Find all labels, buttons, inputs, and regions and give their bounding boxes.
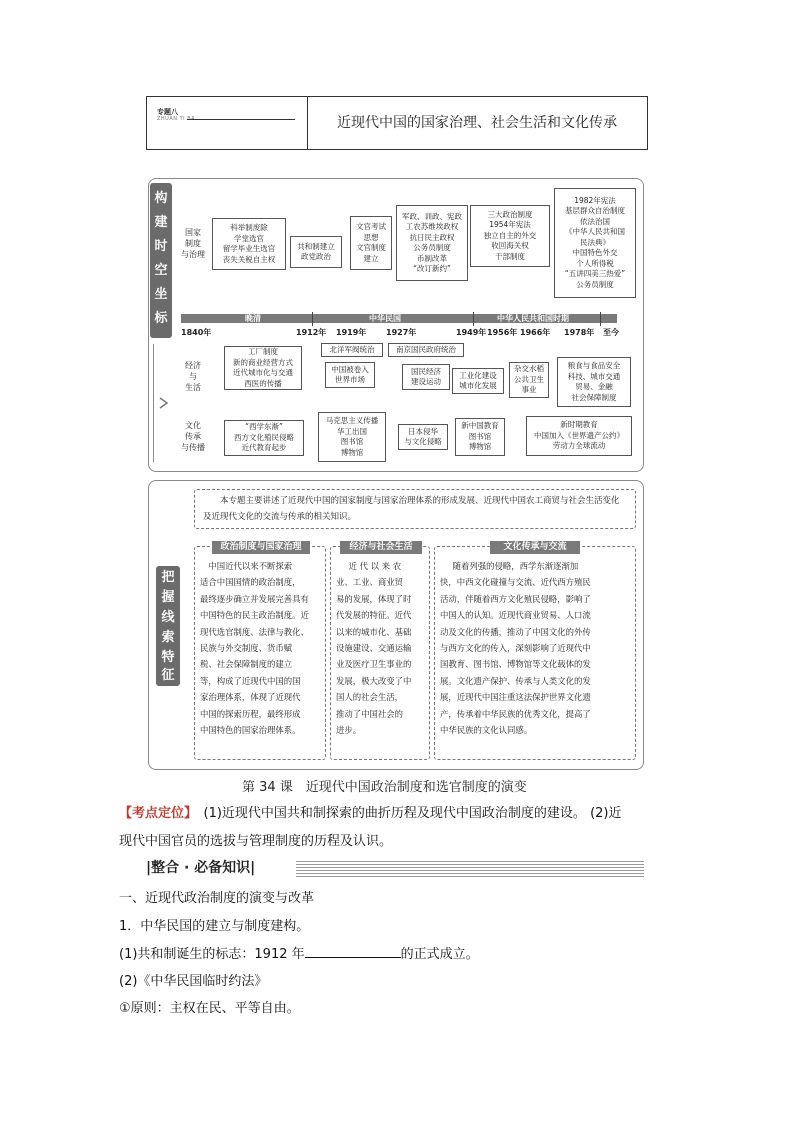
text-line: 产，传承着中华民族的优秀文化，提高了 — [440, 708, 591, 719]
chapter-header — [146, 96, 648, 150]
text-line: 中国近代以来不断探索 — [208, 561, 293, 571]
axis-tick — [600, 312, 601, 326]
text-line: 进步。 — [336, 725, 362, 736]
axis-year: 1949年 — [456, 328, 487, 337]
text-line: 业及医疗卫生事业的 — [336, 659, 412, 670]
intro-box — [194, 489, 636, 529]
axis-tick — [473, 312, 474, 326]
list-item: 1．中华民国的建立与制度建构。 — [119, 919, 310, 934]
row-label-culture: 文化 传承 与传播 — [181, 421, 205, 452]
box-text: “西学东渐” 西方文化殖民侵略 近代教育起步 — [234, 422, 294, 453]
text-line: 展，近现代中国注重这法保护世界文化遗 — [440, 692, 591, 703]
axis-tick — [312, 312, 313, 326]
text-line: 易的发展，体现了时 — [336, 593, 412, 604]
timeline-box — [557, 357, 631, 407]
box-text: 文官考试 思想 文官制度 建立 — [356, 222, 386, 263]
item-text: (1)共和制诞生的标志：1912 年 — [119, 947, 305, 962]
box-text: 北洋军阀统治 — [329, 344, 375, 354]
box-text: 科举制废除 学堂选官 留学毕业生选官 丧失关税自主权 — [222, 223, 276, 264]
text-line: 近 代 以 来 农 — [348, 561, 402, 571]
chapter-tag-pinyin: ZHUAN TI BA — [157, 116, 196, 122]
feature-sidebar — [156, 566, 180, 686]
sidebar-char: 征 — [161, 668, 175, 683]
column-title: 文化传承与交流 — [490, 541, 580, 554]
text-line: 最终逐步确立并发展完善具有 — [200, 593, 309, 604]
text-line: 等，构成了近现代中国的国 — [200, 675, 301, 686]
answer-blank[interactable] — [305, 945, 401, 958]
box-text: 三大政治制度 1954年宪法 独立自主的外交 收回海关权 干部制度 — [483, 209, 537, 261]
timeline-box — [452, 368, 504, 394]
text-line: 随着列强的侵略，西学东渐逐渐加 — [452, 561, 579, 571]
sidebar-char: 特 — [161, 650, 175, 665]
header-rule — [187, 119, 295, 120]
column-title: 政治制度与国家治理 — [212, 541, 310, 554]
axis-year: 1840年 — [181, 328, 212, 337]
text-line: 活动，伴随着西方文化殖民侵略，影响了 — [440, 593, 591, 604]
axis-year: 1912年 — [296, 328, 327, 337]
text-line: 以来的城市化、基础 — [336, 626, 412, 637]
timeline-box — [321, 343, 383, 357]
kaodian-label: 【考点定位】 — [119, 806, 191, 821]
text-line: 展。文化遗产保护、传承与人类文化的发 — [440, 675, 591, 686]
timeline-sidebar — [150, 183, 172, 338]
timeline-box — [212, 218, 286, 270]
sidebar-char: 构 — [154, 191, 168, 206]
timeline-box — [398, 424, 448, 450]
list-item: ①原则：主权在民、平等自由。 — [119, 1001, 300, 1016]
sidebar-char: 索 — [161, 630, 175, 645]
axis-year: 1956年 — [487, 328, 518, 337]
section-band-label: |整合 · 必备知识| — [146, 860, 256, 876]
sidebar-char: 把 — [161, 570, 175, 585]
text-line: 业、工业、商业贸 — [336, 577, 403, 588]
timeline-box — [554, 188, 636, 298]
column-politics-text — [200, 558, 322, 738]
box-text: 中国被卷入 世界市场 — [331, 364, 369, 384]
box-text: 共和制建立 政党政治 — [297, 241, 335, 261]
box-text: 新中国教育 图书馆 博物馆 — [461, 421, 499, 452]
intro-text: 本专题主要讲述了近现代中国的国家制度与国家治理体系的形成发展、近现代中国农工商贸与社会生活变化及近现代文化的交流与传承的相关知识。 — [203, 496, 620, 522]
section-heading: 一、近现代政治制度的演变与改革 — [119, 891, 315, 906]
box-text: 新时期教育 中国加入《世界遗产公约》 劳动力全球流动 — [534, 420, 624, 451]
era-label: 晚清 — [242, 314, 264, 323]
text-line: 民族与外交制度、货币赋 — [200, 643, 293, 654]
timeline-box — [509, 362, 549, 398]
text-line: 国人的社会生活， — [336, 692, 403, 703]
item-text: 的正式成立。 — [400, 947, 479, 962]
timeline-box — [290, 236, 342, 268]
text-line: 税、社会保障制度的建立 — [200, 659, 293, 670]
box-text: 马克思主义传播 华工出国 图书馆 博物馆 — [325, 416, 379, 457]
kaodian-line-2: 现代中国官员的选拔与管理制度的历程及认识。 — [119, 834, 393, 849]
axis-year: 1966年 — [520, 328, 551, 337]
box-text: 杂交水稻 公共卫生 事业 — [514, 364, 544, 395]
column-economy-text — [336, 558, 424, 738]
text-line: 与西方文化的传入，深刻影响了近现代中 — [440, 643, 591, 654]
sidebar-char: 握 — [161, 590, 175, 605]
text-line: 适合中国国情的政治制度， — [200, 577, 301, 588]
text-line: 中华民族的文化认同感。 — [440, 725, 533, 736]
row-label-governance: 国家 制度 与治理 — [181, 228, 205, 259]
box-text: 日本侵华 与文化侵略 — [404, 426, 442, 446]
box-text: 南京国民政府统治 — [396, 344, 456, 354]
sidebar-char: 标 — [154, 311, 168, 326]
text-line: 中国的探索历程，最终形成 — [200, 708, 301, 719]
timeline-box — [224, 346, 302, 390]
box-text: 工厂制度 新的商业经营方式 近代城市化与交通 西医的传播 — [233, 347, 293, 388]
box-text: 1982年宪法 基层群众自治制度 依法治国 《中华人民共和国 民法典》 中国特色外交 个人所得税 “五讲四美三热爱” 公务员制度 — [564, 195, 626, 289]
sidebar-char: 线 — [161, 610, 175, 625]
kaodian-line-1 — [119, 802, 679, 821]
timeline-box — [350, 216, 392, 270]
timeline-box — [325, 362, 375, 388]
axis-year: 1919年 — [336, 328, 367, 337]
text-line: 家治理体系，体现了近现代 — [200, 692, 301, 703]
chevron-right-icon — [153, 344, 172, 462]
text-line: 快，中西文化碰撞与交流、近代西方殖民 — [440, 577, 591, 588]
row-label-economy: 经济 与 生活 — [185, 361, 201, 392]
box-text: 粮食与食品安全 科技、城市交通 贸易、金融 社会保障制度 — [567, 361, 621, 402]
section-band-rule — [296, 859, 644, 877]
timeline-box — [396, 205, 468, 281]
text-line: 发展，极大改变了中 — [336, 675, 412, 686]
timeline-box — [526, 416, 632, 456]
timeline-box — [224, 420, 304, 456]
text-line: 国教育、图书馆、博物馆等文化载体的发 — [440, 659, 591, 670]
header-tag-cell — [147, 97, 308, 149]
text-line: 动及文化的传播，推动了中国文化的外传 — [440, 626, 591, 637]
text-line: 现代选官制度、法律与教化、 — [200, 626, 309, 637]
sidebar-char: 建 — [154, 215, 168, 230]
axis-year: 1978年 — [564, 328, 595, 337]
timeline-box — [470, 205, 550, 267]
list-item — [119, 943, 479, 962]
text-line: 中国特色的民主政治制度。近 — [200, 610, 309, 621]
text-line: 代发展的特征。近代 — [336, 610, 412, 621]
column-title: 经济与社会生活 — [340, 541, 422, 554]
text-line: 中国人的认知。近现代商业贸易、人口流 — [440, 610, 591, 621]
column-culture-text — [440, 558, 630, 738]
era-label: 中华人民共和国时期 — [494, 314, 572, 323]
axis-year: 至今 — [603, 328, 619, 337]
axis-year: 1927年 — [386, 328, 417, 337]
box-text: 工业化建设 城市化发展 — [459, 370, 497, 390]
list-item: (2)《中华民国临时约法》 — [119, 974, 268, 989]
timeline-box — [455, 418, 505, 456]
chapter-tag: 专题八 — [157, 108, 178, 116]
timeline-box — [388, 343, 464, 357]
sidebar-char: 时 — [154, 239, 168, 254]
sidebar-char: 空 — [154, 263, 168, 278]
text-line: 中国特色的国家治理体系。 — [200, 725, 301, 736]
box-text: 军政、训政、宪政 工农苏维埃政权 抗日民主政权 公务员制度 币制改革 “改订新约” — [402, 211, 462, 273]
text-line: 设施建设、交通运输 — [336, 643, 412, 654]
text-line: 推动了中国社会的 — [336, 708, 403, 719]
timeline-box — [318, 412, 386, 462]
chapter-title: 近现代中国的国家治理、社会生活和文化传承 — [337, 115, 617, 131]
era-label: 中华民国 — [366, 314, 404, 323]
timeline-box — [402, 364, 450, 390]
box-text: 国民经济 建设运动 — [411, 366, 441, 386]
lesson-title: 第 34 课 近现代中国政治制度和选官制度的演变 — [242, 780, 527, 795]
kaodian-text: (1)近现代中国共和制探索的曲折历程及现代中国政治制度的建设。 (2)近 — [190, 806, 622, 821]
sidebar-char: 坐 — [154, 287, 168, 302]
